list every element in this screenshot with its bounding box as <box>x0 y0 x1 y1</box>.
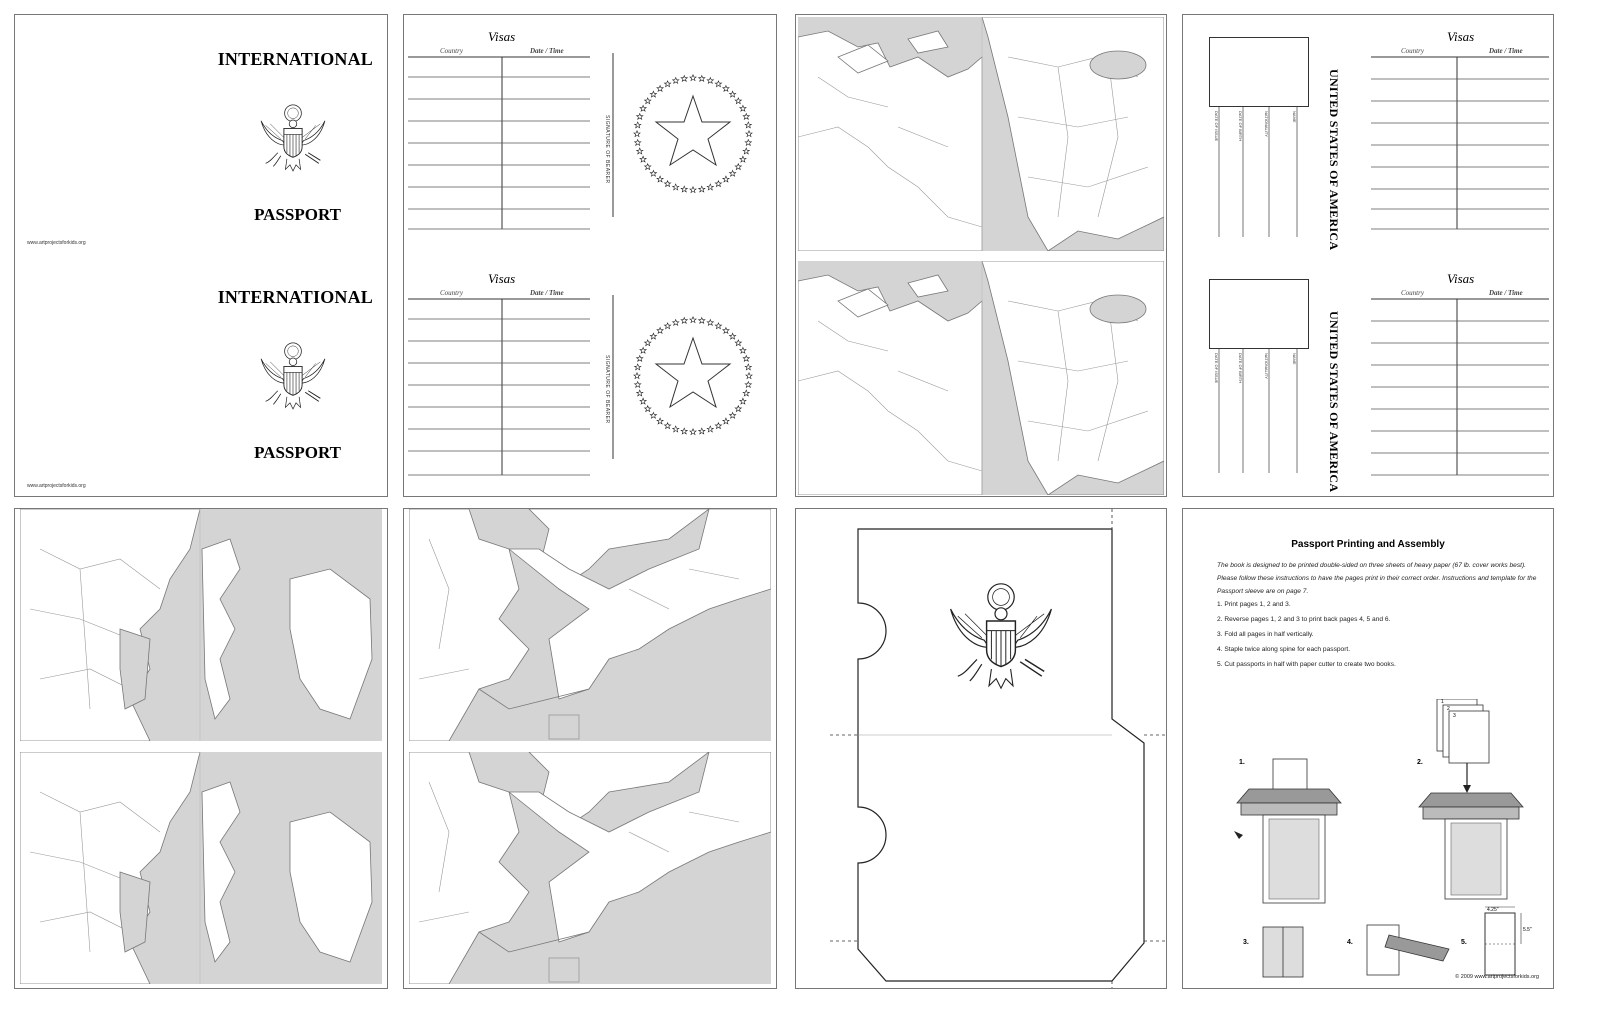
ring-star-icon <box>657 328 663 334</box>
id-page <box>1182 14 1554 497</box>
ring-star-icon <box>723 176 729 182</box>
ring-star-icon <box>637 148 643 154</box>
ring-star-icon <box>707 78 713 84</box>
ring-star-icon <box>740 105 746 111</box>
ring-star-icon <box>681 428 687 434</box>
ring-star-icon <box>743 356 749 362</box>
ring-star-icon <box>740 398 746 404</box>
ring-star-icon <box>723 86 729 92</box>
visa-title-bottom: Visas <box>1447 271 1475 286</box>
ring-star-icon <box>735 98 741 104</box>
ring-star-icon <box>735 406 741 412</box>
ring-star-icon <box>745 364 751 370</box>
cover-title-bottom: INTERNATIONAL <box>217 287 373 307</box>
page-number: 2 <box>1447 706 1450 712</box>
ring-star-icon <box>673 320 679 326</box>
visa-col-date: Date / Time <box>1489 47 1523 55</box>
ring-star-icon <box>657 86 663 92</box>
visa-col-date: Date / Time <box>530 47 564 55</box>
map-image-top <box>409 509 771 741</box>
assembly-illustrations <box>1229 699 1549 979</box>
copyright: © 2009 www.artprojectsforkids.org <box>1455 974 1539 980</box>
photo-box-bottom <box>1209 279 1309 349</box>
cover-page <box>14 14 388 497</box>
instruction-step: 1. Print pages 1, 2 and 3. <box>1217 601 1291 608</box>
ring-star-icon <box>699 428 705 434</box>
map-page <box>795 14 1167 497</box>
instructions-title: Passport Printing and Assembly <box>1291 539 1445 550</box>
ring-star-icon <box>645 406 651 412</box>
instruction-step: 2. Reverse pages 1, 2 and 3 to print back pages 4, 5 and 6. <box>1217 616 1391 623</box>
ring-star-icon <box>645 98 651 104</box>
visa-table-bottom <box>408 295 592 479</box>
map-image-bottom <box>409 752 771 984</box>
ring-star-icon <box>690 75 696 81</box>
cover-title-top: INTERNATIONAL <box>217 49 373 69</box>
dimension-height: 5.5" <box>1523 927 1532 933</box>
page-number: 1 <box>1441 699 1444 705</box>
visa-table-top <box>1371 53 1553 233</box>
visa-table-bottom <box>1371 295 1553 479</box>
visa-col-country: Country <box>1401 289 1424 297</box>
visa-title-bottom: Visas <box>488 271 516 286</box>
sleeve-template <box>795 508 1167 989</box>
ring-star-icon <box>715 423 721 429</box>
visa-col-date: Date / Time <box>1489 289 1523 297</box>
eagle-seal-icon <box>936 573 1066 693</box>
visa-page <box>403 14 777 497</box>
ring-star-icon <box>723 328 729 334</box>
ring-star-icon <box>723 418 729 424</box>
map-page <box>403 508 777 989</box>
ring-star-icon <box>635 140 641 146</box>
ring-star-icon <box>735 164 741 170</box>
ring-star-icon <box>650 412 656 418</box>
ring-star-icon <box>637 356 643 362</box>
visa-col-country: Country <box>1401 47 1424 55</box>
page-number: 3 <box>1453 713 1456 719</box>
ring-star-icon <box>664 423 670 429</box>
dimension-width: 4.25" <box>1487 907 1499 913</box>
eagle-seal-icon <box>255 91 331 181</box>
instruction-step: 3. Fold all pages in half vertically. <box>1217 631 1314 638</box>
figure-label: 1. <box>1239 759 1245 766</box>
ring-star-icon <box>640 347 646 353</box>
ring-star-icon <box>650 333 656 339</box>
ring-star-icon <box>640 105 646 111</box>
ring-star-icon <box>699 186 705 192</box>
ring-star-icon <box>637 390 643 396</box>
ring-star-icon <box>673 184 679 190</box>
ring-star-icon <box>640 156 646 162</box>
ring-star-icon <box>635 382 641 388</box>
ring-star-icon <box>743 390 749 396</box>
star-ring-icon <box>628 311 758 441</box>
ring-star-icon <box>746 131 752 137</box>
map-image-top <box>798 17 1164 251</box>
id-field-name: NAME <box>1292 353 1297 365</box>
ring-star-icon <box>715 181 721 187</box>
map-image-bottom <box>20 752 382 984</box>
ring-star-icon <box>681 75 687 81</box>
ring-star-icon <box>730 333 736 339</box>
ring-star-icon <box>730 170 736 176</box>
ring-star-icon <box>707 320 713 326</box>
ring-star-icon <box>664 81 670 87</box>
ring-star-icon <box>664 181 670 187</box>
id-field-issue: DATE OF ISSUE <box>1214 353 1219 384</box>
ring-star-icon <box>650 170 656 176</box>
signature-label-top: SIGNATURE OF BEARER <box>604 115 610 184</box>
map-page <box>14 508 388 989</box>
signature-label-bottom: SIGNATURE OF BEARER <box>604 355 610 424</box>
instruction-step: 4. Staple twice along spine for each passport. <box>1217 646 1351 653</box>
eagle-seal-icon <box>255 329 331 419</box>
id-country-bottom: UNITED STATES OF AMERICA <box>1327 311 1341 493</box>
visa-col-country: Country <box>440 289 463 297</box>
ring-star-icon <box>635 364 641 370</box>
ring-star-icon <box>690 317 696 323</box>
visa-table-top <box>408 53 592 233</box>
id-country-top: UNITED STATES OF AMERICA <box>1327 69 1341 251</box>
ring-star-icon <box>745 382 751 388</box>
ring-star-icon <box>673 426 679 432</box>
ring-star-icon <box>740 347 746 353</box>
ring-star-icon <box>673 78 679 84</box>
ring-star-icon <box>634 373 640 379</box>
ring-star-icon <box>657 176 663 182</box>
id-field-lines-top <box>1213 107 1303 239</box>
map-image-bottom <box>798 261 1164 495</box>
ring-star-icon <box>735 340 741 346</box>
signature-line-bottom <box>612 295 614 459</box>
ring-star-icon <box>645 340 651 346</box>
ring-star-icon <box>740 156 746 162</box>
ring-star-icon <box>699 317 705 323</box>
ring-star-icon <box>664 323 670 329</box>
visa-col-country: Country <box>440 47 463 55</box>
ring-star-icon <box>745 122 751 128</box>
map-image-top <box>20 509 382 741</box>
ring-star-icon <box>699 75 705 81</box>
ring-star-icon <box>635 122 641 128</box>
visa-title-top: Visas <box>488 29 516 44</box>
ring-star-icon <box>746 373 752 379</box>
cover-subtitle-bottom: PASSPORT <box>254 443 341 462</box>
id-field-nationality: NATIONALITY <box>1264 111 1269 137</box>
figure-label: 5. <box>1461 939 1467 946</box>
ring-star-icon <box>730 412 736 418</box>
ring-star-icon <box>730 91 736 97</box>
signature-line-top <box>612 53 614 217</box>
ring-star-icon <box>681 186 687 192</box>
id-field-name: NAME <box>1292 111 1297 123</box>
figure-label: 3. <box>1243 939 1249 946</box>
ring-star-icon <box>743 114 749 120</box>
ring-star-icon <box>715 323 721 329</box>
ring-star-icon <box>707 426 713 432</box>
ring-star-icon <box>637 114 643 120</box>
ring-star-icon <box>640 398 646 404</box>
ring-star-icon <box>743 148 749 154</box>
cover-url-bottom: www.artprojectsforkids.org <box>27 483 86 489</box>
ring-star-icon <box>690 429 696 435</box>
visa-col-date: Date / Time <box>530 289 564 297</box>
figure-label: 2. <box>1417 759 1423 766</box>
cover-url-top: www.artprojectsforkids.org <box>27 240 86 246</box>
ring-star-icon <box>645 164 651 170</box>
figure-label: 4. <box>1347 939 1353 946</box>
ring-star-icon <box>690 187 696 193</box>
ring-star-icon <box>681 317 687 323</box>
instructions-intro: The book is designed to be printed double-sided on three sheets of heavy paper (67 lb. cover works best). Please follow these instructions to have the pages print in their correct order. Instructions and template for the Passport sleeve are on page 7. <box>1217 562 1537 595</box>
visa-title-top: Visas <box>1447 29 1475 44</box>
ring-star-icon <box>715 81 721 87</box>
cover-subtitle-top: PASSPORT <box>254 205 341 224</box>
id-field-dob: DATE OF BIRTH <box>1238 111 1243 142</box>
id-field-issue: DATE OF ISSUE <box>1214 111 1219 142</box>
ring-star-icon <box>657 418 663 424</box>
instruction-step: 5. Cut passports in half with paper cutter to create two books. <box>1217 661 1396 668</box>
ring-star-icon <box>745 140 751 146</box>
instructions-page <box>1182 508 1554 989</box>
ring-star-icon <box>634 131 640 137</box>
photo-box-top <box>1209 37 1309 107</box>
ring-star-icon <box>707 184 713 190</box>
id-field-dob: DATE OF BIRTH <box>1238 353 1243 384</box>
ring-star-icon <box>650 91 656 97</box>
instructions-steps <box>1217 601 1396 676</box>
id-field-lines-bottom <box>1213 349 1303 475</box>
star-ring-icon <box>628 69 758 199</box>
id-field-nationality: NATIONALITY <box>1264 353 1269 379</box>
